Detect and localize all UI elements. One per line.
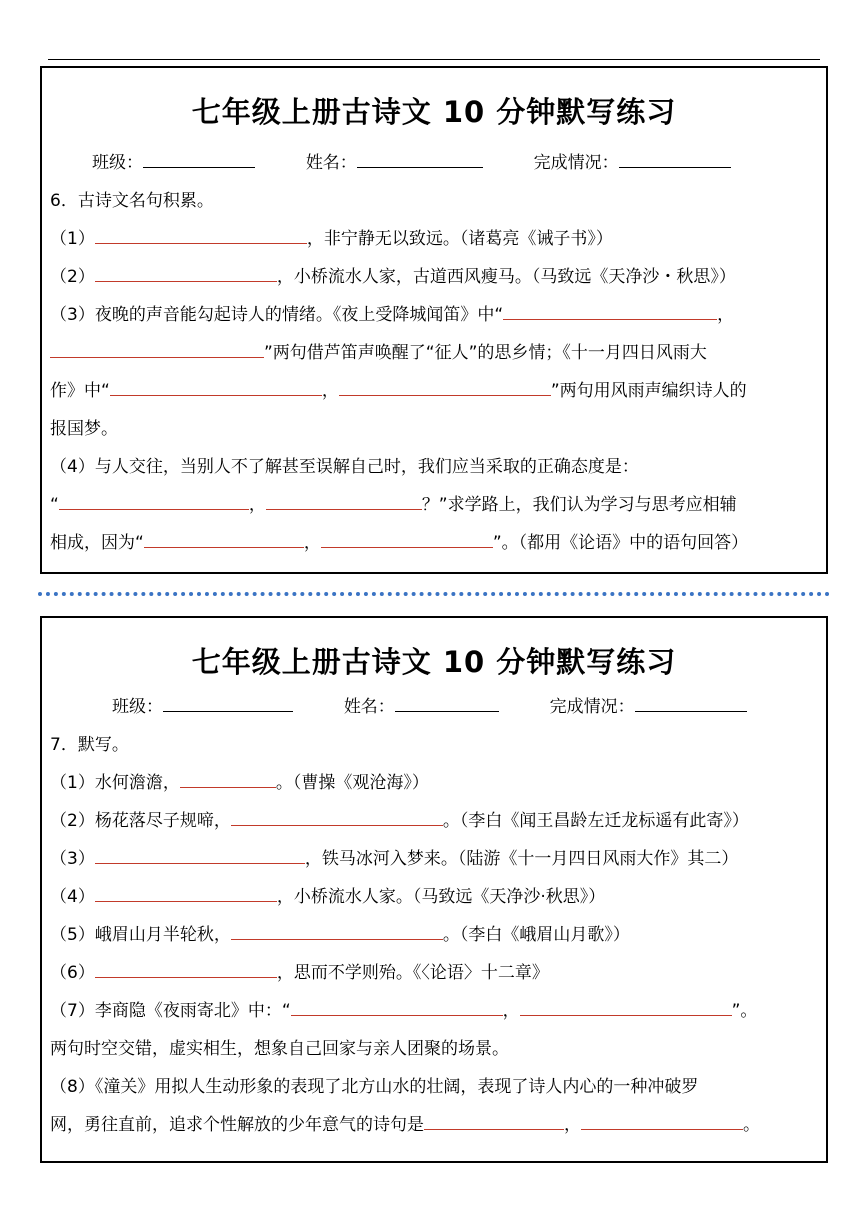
name-field[interactable] xyxy=(395,696,499,712)
section-divider xyxy=(38,592,830,596)
item-text: 。（李白《闻王昌龄左迁龙标遥有此寄》） xyxy=(442,811,749,831)
item-text: （1）水何澹澹， xyxy=(50,773,180,793)
item-text: 。 xyxy=(743,1115,760,1135)
worksheet-title: 七年级上册古诗文 10 分钟默写练习 xyxy=(191,645,677,679)
question-line xyxy=(50,304,734,326)
status-label: 完成情况： xyxy=(549,697,635,717)
question-line xyxy=(50,342,707,364)
worksheet-title: 七年级上册古诗文 10 分钟默写练习 xyxy=(191,95,677,129)
question-line xyxy=(50,532,748,554)
question-line xyxy=(50,886,605,908)
answer-blank[interactable] xyxy=(95,266,277,282)
item-text: ，铁马冰河入梦来。（陆游《十一月四日风雨大作》其二） xyxy=(304,849,739,869)
answer-blank[interactable] xyxy=(339,380,551,396)
status-field[interactable] xyxy=(635,696,747,712)
item-number: （2） xyxy=(50,267,95,287)
item-text: ， xyxy=(303,533,321,553)
question-line xyxy=(50,1114,760,1136)
item-number: （3） xyxy=(50,849,95,869)
class-field[interactable] xyxy=(163,696,293,712)
item-text: ，非宁静无以致远。（诸葛亮《诫子书》） xyxy=(306,229,613,249)
status-field[interactable] xyxy=(619,152,731,168)
answer-blank[interactable] xyxy=(59,494,249,510)
class-field[interactable] xyxy=(143,152,255,168)
question-line xyxy=(50,266,736,288)
question-line xyxy=(50,1000,757,1022)
item-number: （6） xyxy=(50,963,95,983)
item-number: （4） xyxy=(50,887,95,907)
answer-blank[interactable] xyxy=(180,772,276,788)
answer-blank[interactable] xyxy=(424,1114,564,1130)
item-text: ， xyxy=(717,305,735,325)
question-heading: 7．默写。 xyxy=(50,735,129,755)
question-line xyxy=(50,380,747,402)
question-line: （4）与人交往，当别人不了解甚至误解自己时，我们应当采取的正确态度是： xyxy=(50,457,639,477)
question-line: 两句时空交错，虚实相生，想象自己回家与亲人团聚的场景。 xyxy=(50,1039,509,1059)
item-text: ”。（都用《论语》中的语句回答） xyxy=(492,533,749,553)
info-row xyxy=(92,152,731,174)
answer-blank[interactable] xyxy=(231,810,443,826)
answer-blank[interactable] xyxy=(231,924,443,940)
question-line xyxy=(50,494,737,516)
item-text: 。（李白《峨眉山月歌》） xyxy=(442,925,630,945)
item-text: ？”求学路上，我们认为学习与思考应相辅 xyxy=(421,495,737,515)
item-text: ，思而不学则殆。《〈论语〉十二章》 xyxy=(276,963,549,983)
class-label: 班级： xyxy=(92,153,143,173)
answer-blank[interactable] xyxy=(50,342,264,358)
answer-blank[interactable] xyxy=(144,532,304,548)
answer-blank[interactable] xyxy=(266,494,422,510)
answer-blank[interactable] xyxy=(520,1000,732,1016)
info-row xyxy=(112,696,747,718)
question-line xyxy=(50,810,749,832)
item-text: ”两句用风雨声编织诗人的 xyxy=(550,381,747,401)
header-rule xyxy=(48,59,820,60)
item-text: 网，勇往直前，追求个性解放的少年意气的诗句是 xyxy=(50,1115,424,1135)
answer-blank[interactable] xyxy=(503,304,717,320)
item-text: ”两句借芦笛声唤醒了“征人”的思乡情；《十一月四日风雨大 xyxy=(264,343,707,363)
item-text: （3）夜晚的声音能勾起诗人的情绪。《夜上受降城闻笛》中“ xyxy=(50,305,504,325)
question-line xyxy=(50,772,429,794)
item-text: ， xyxy=(564,1115,581,1135)
question-heading: 6．古诗文名句积累。 xyxy=(50,191,214,211)
question-line: 报国梦。 xyxy=(50,419,118,439)
name-label: 姓名： xyxy=(343,697,395,717)
answer-blank[interactable] xyxy=(95,848,305,864)
status-label: 完成情况： xyxy=(533,153,619,173)
class-label: 班级： xyxy=(112,697,163,717)
question-line xyxy=(50,962,549,984)
item-text: （7）李商隐《夜雨寄北》中：“ xyxy=(50,1001,291,1021)
answer-blank[interactable] xyxy=(95,886,277,902)
answer-blank[interactable] xyxy=(581,1114,743,1130)
item-text: ， xyxy=(248,495,266,515)
item-text: 作》中“ xyxy=(50,381,110,401)
question-line xyxy=(50,228,613,250)
answer-blank[interactable] xyxy=(95,228,307,244)
worksheet-2 xyxy=(40,616,828,1163)
question-line xyxy=(50,848,738,870)
worksheet-1 xyxy=(40,66,828,574)
answer-blank[interactable] xyxy=(110,380,322,396)
item-text: 。（曹操《观沧海》） xyxy=(275,773,429,793)
answer-blank[interactable] xyxy=(95,962,277,978)
item-text: ”。 xyxy=(731,1001,758,1021)
question-line xyxy=(50,924,630,946)
item-text: （5）峨眉山月半轮秋， xyxy=(50,925,231,945)
name-label: 姓名： xyxy=(305,153,357,173)
answer-blank[interactable] xyxy=(291,1000,503,1016)
item-text: 相成，因为“ xyxy=(50,533,144,553)
item-text: ， xyxy=(321,381,339,401)
name-field[interactable] xyxy=(357,152,483,168)
item-text: （2）杨花落尽子规啼， xyxy=(50,811,231,831)
item-number: （1） xyxy=(50,229,95,249)
item-text: ，小桥流水人家。（马致远《天净沙·秋思》） xyxy=(276,887,606,907)
item-text: ，小桥流水人家，古道西风瘦马。（马致远《天净沙・秋思》） xyxy=(276,267,736,287)
item-text: ， xyxy=(502,1001,520,1021)
item-text: “ xyxy=(50,495,59,515)
answer-blank[interactable] xyxy=(321,532,493,548)
question-line: （8）《潼关》用拟人生动形象的表现了北方山水的壮阔，表现了诗人内心的一种冲破罗 xyxy=(50,1077,699,1097)
